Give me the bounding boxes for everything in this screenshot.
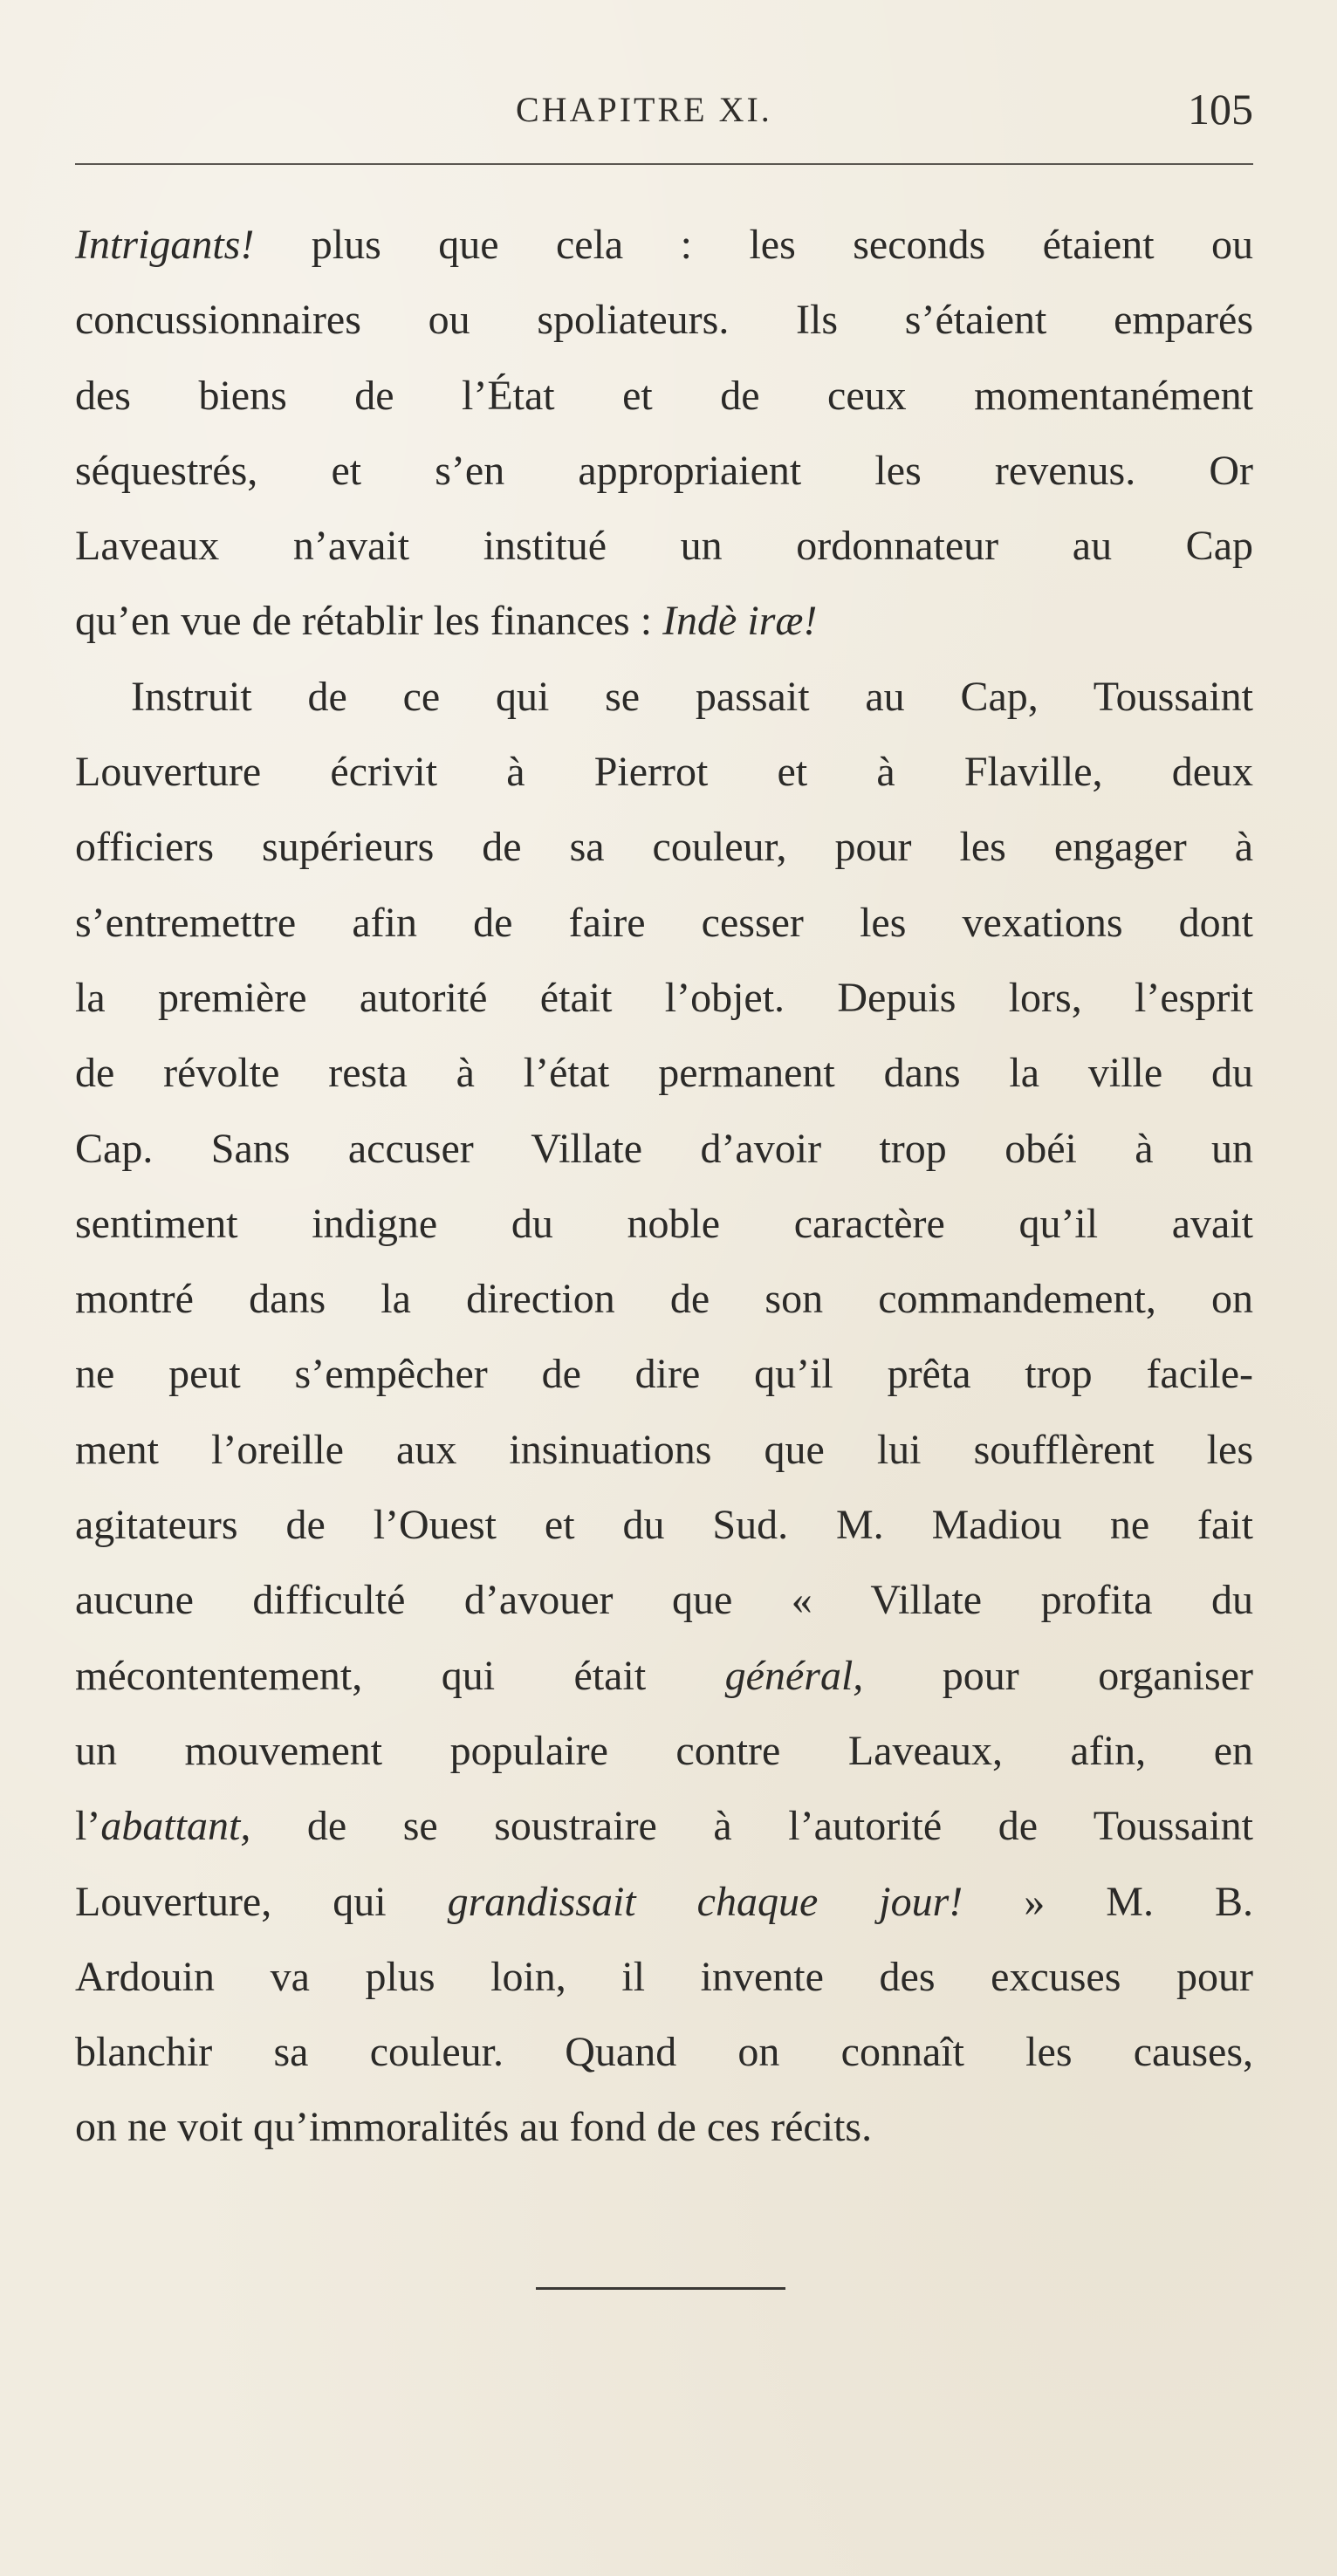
text-line	[75, 660, 1253, 735]
italic-text: général,	[724, 1652, 864, 1699]
text-segment: on ne voit qu’immoralités au fond de ces récits.	[75, 2104, 873, 2151]
text-segment: Instruit de ce qui se passait au Cap, Toussaint	[131, 673, 1253, 720]
text-line	[75, 1563, 1253, 1638]
text-segment: » M. B.	[963, 1878, 1254, 1925]
italic-text: abattant,	[100, 1803, 251, 1850]
text-segment: Cap. Sans accuser Villate d’avoir trop obéi à un	[75, 1125, 1253, 1172]
text-segment: de se soustraire à l’autorité de Toussaint	[250, 1803, 1253, 1850]
text-line	[75, 810, 1253, 885]
text-segment: séquestrés, et s’en appropriaient les revenus. Or	[75, 447, 1253, 494]
text-segment: des biens de l’État et de ceux momentanément	[75, 372, 1253, 419]
text-line	[75, 1337, 1253, 1412]
text-line	[75, 434, 1253, 509]
text-line	[75, 1639, 1253, 1714]
text-line	[75, 1262, 1253, 1337]
text-segment: sentiment indigne du noble caractère qu’il avait	[75, 1200, 1253, 1247]
text-segment: pour organiser	[863, 1652, 1253, 1699]
text-segment: ne peut s’empêcher de dire qu’il prêta trop facile-	[75, 1351, 1253, 1398]
text-line	[75, 584, 1253, 659]
text-line	[75, 961, 1253, 1036]
text-line	[75, 1413, 1253, 1488]
italic-text: Indè iræ!	[662, 598, 818, 645]
text-line	[75, 1789, 1253, 1864]
italic-text: Intrigants!	[75, 222, 255, 268]
text-line	[75, 886, 1253, 961]
text-line	[75, 1940, 1253, 2015]
text-line	[75, 208, 1253, 283]
text-segment: un mouvement populaire contre Laveaux, afin, en	[75, 1727, 1253, 1774]
text-segment: blanchir sa couleur. Quand on connaît les causes,	[75, 2029, 1253, 2076]
text-segment: montré dans la direction de son commandement, on	[75, 1276, 1253, 1323]
text-segment: officiers supérieurs de sa couleur, pour les engager à	[75, 824, 1253, 871]
text-segment: qu’en vue de rétablir les finances :	[75, 598, 663, 645]
text-line	[75, 1112, 1253, 1187]
text-segment: Ardouin va plus loin, il invente des excuses pour	[75, 1953, 1253, 2000]
text-line	[75, 1187, 1253, 1262]
text-line	[75, 283, 1253, 358]
text-segment: Louverture écrivit à Pierrot et à Flaville, deux	[75, 749, 1253, 796]
text-line	[75, 1036, 1253, 1111]
body-text	[75, 208, 1253, 2166]
text-segment: s’entremettre afin de faire cesser les vexations dont	[75, 899, 1253, 946]
text-line	[75, 735, 1253, 810]
header-rule	[75, 163, 1253, 165]
text-segment: agitateurs de l’Ouest et du Sud. M. Madiou ne fait	[75, 1502, 1253, 1549]
text-line	[75, 2015, 1253, 2090]
text-segment: Louverture, qui	[75, 1878, 448, 1925]
page-number: 105	[1188, 85, 1253, 134]
chapter-title: CHAPITRE XI.	[516, 90, 772, 129]
text-segment: aucune difficulté d’avouer que « Villate profita du	[75, 1577, 1253, 1624]
text-segment: l’	[75, 1803, 101, 1850]
text-line	[75, 2090, 1253, 2165]
text-segment: Laveaux n’avait institué un ordonnateur au Cap	[75, 523, 1253, 570]
text-line	[75, 509, 1253, 584]
text-segment: plus que cela : les seconds étaient ou	[254, 222, 1253, 268]
text-line	[75, 1714, 1253, 1789]
text-segment: ment l’oreille aux insinuations que lui soufflèrent les	[75, 1426, 1253, 1473]
text-line	[75, 359, 1253, 434]
text-line	[75, 1488, 1253, 1563]
text-segment: concussionnaires ou spoliateurs. Ils s’étaient emparés	[75, 297, 1253, 344]
text-segment: la première autorité était l’objet. Depuis lors, l’esprit	[75, 974, 1253, 1021]
italic-text: grandissait chaque jour!	[447, 1878, 963, 1925]
book-page	[75, 0, 1253, 2576]
running-head	[75, 84, 1253, 140]
text-segment: de révolte resta à l’état permanent dans la ville du	[75, 1050, 1253, 1097]
text-segment: mécontentement, qui était	[75, 1652, 725, 1699]
end-rule	[536, 2287, 785, 2290]
text-line	[75, 1865, 1253, 1940]
